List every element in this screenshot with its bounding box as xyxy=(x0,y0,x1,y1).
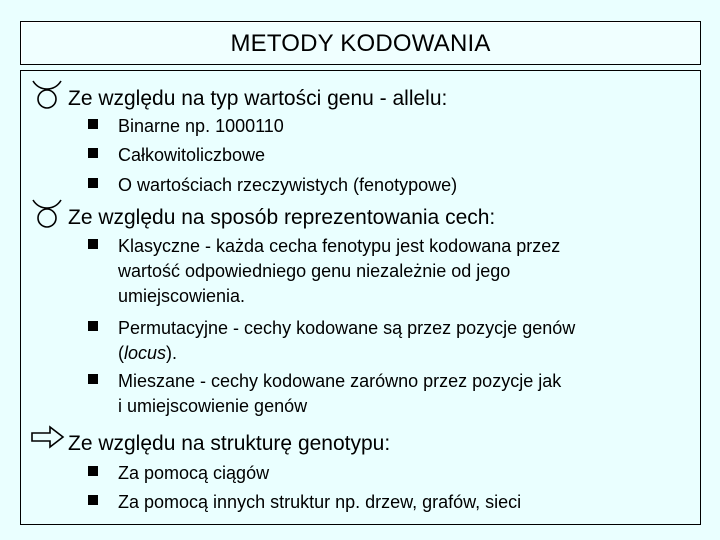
square-bullet-icon xyxy=(88,119,98,129)
list-item-line: umiejscowienia. xyxy=(118,286,246,306)
square-bullet-icon xyxy=(88,239,98,249)
list-item: Za pomocą innych struktur np. drzew, grafów, sieci xyxy=(118,492,522,512)
section-heading-representation: Ze względu na sposób reprezentowania cech: xyxy=(68,206,496,229)
slide-title: METODY KODOWANIA xyxy=(230,30,491,57)
hollow-arrow-right-icon xyxy=(30,424,66,450)
square-bullet-icon xyxy=(88,466,98,476)
square-bullet-icon xyxy=(88,321,98,331)
list-item xyxy=(118,369,561,419)
list-item: Binarne np. 1000110 xyxy=(118,116,284,136)
square-bullet-icon xyxy=(88,178,98,188)
list-item xyxy=(118,234,560,309)
title-box xyxy=(20,21,701,65)
square-bullet-icon xyxy=(88,495,98,505)
list-item-line: Mieszane - cechy kodowane zarówno przez pozycje jak xyxy=(118,371,562,391)
paren-open: ( xyxy=(118,343,124,363)
list-item: Za pomocą ciągów xyxy=(118,463,270,483)
square-bullet-icon xyxy=(88,148,98,158)
section-heading-genotype-structure: Ze względu na strukturę genotypu: xyxy=(68,432,391,455)
paren-close: ). xyxy=(166,343,178,363)
list-item-line: Permutacyjne - cechy kodowane są przez pozycje genów xyxy=(118,318,576,338)
section-heading-value-type: Ze względu na typ wartości genu - allelu: xyxy=(68,87,448,110)
list-item-line: Klasyczne - każda cecha fenotypu jest kodowana przez xyxy=(118,236,561,256)
locus-term: locus xyxy=(124,343,167,363)
list-item: Całkowitoliczbowe xyxy=(118,145,266,165)
list-item-line: i umiejscowienie genów xyxy=(118,396,308,416)
list-item: O wartościach rzeczywistych (fenotypowe) xyxy=(118,175,458,195)
taurus-icon xyxy=(30,196,64,230)
taurus-icon xyxy=(30,77,64,111)
list-item-line xyxy=(118,341,575,366)
square-bullet-icon xyxy=(88,374,98,384)
list-item-line: wartość odpowiedniego genu niezależnie od jego xyxy=(118,261,511,281)
list-item xyxy=(118,316,575,366)
